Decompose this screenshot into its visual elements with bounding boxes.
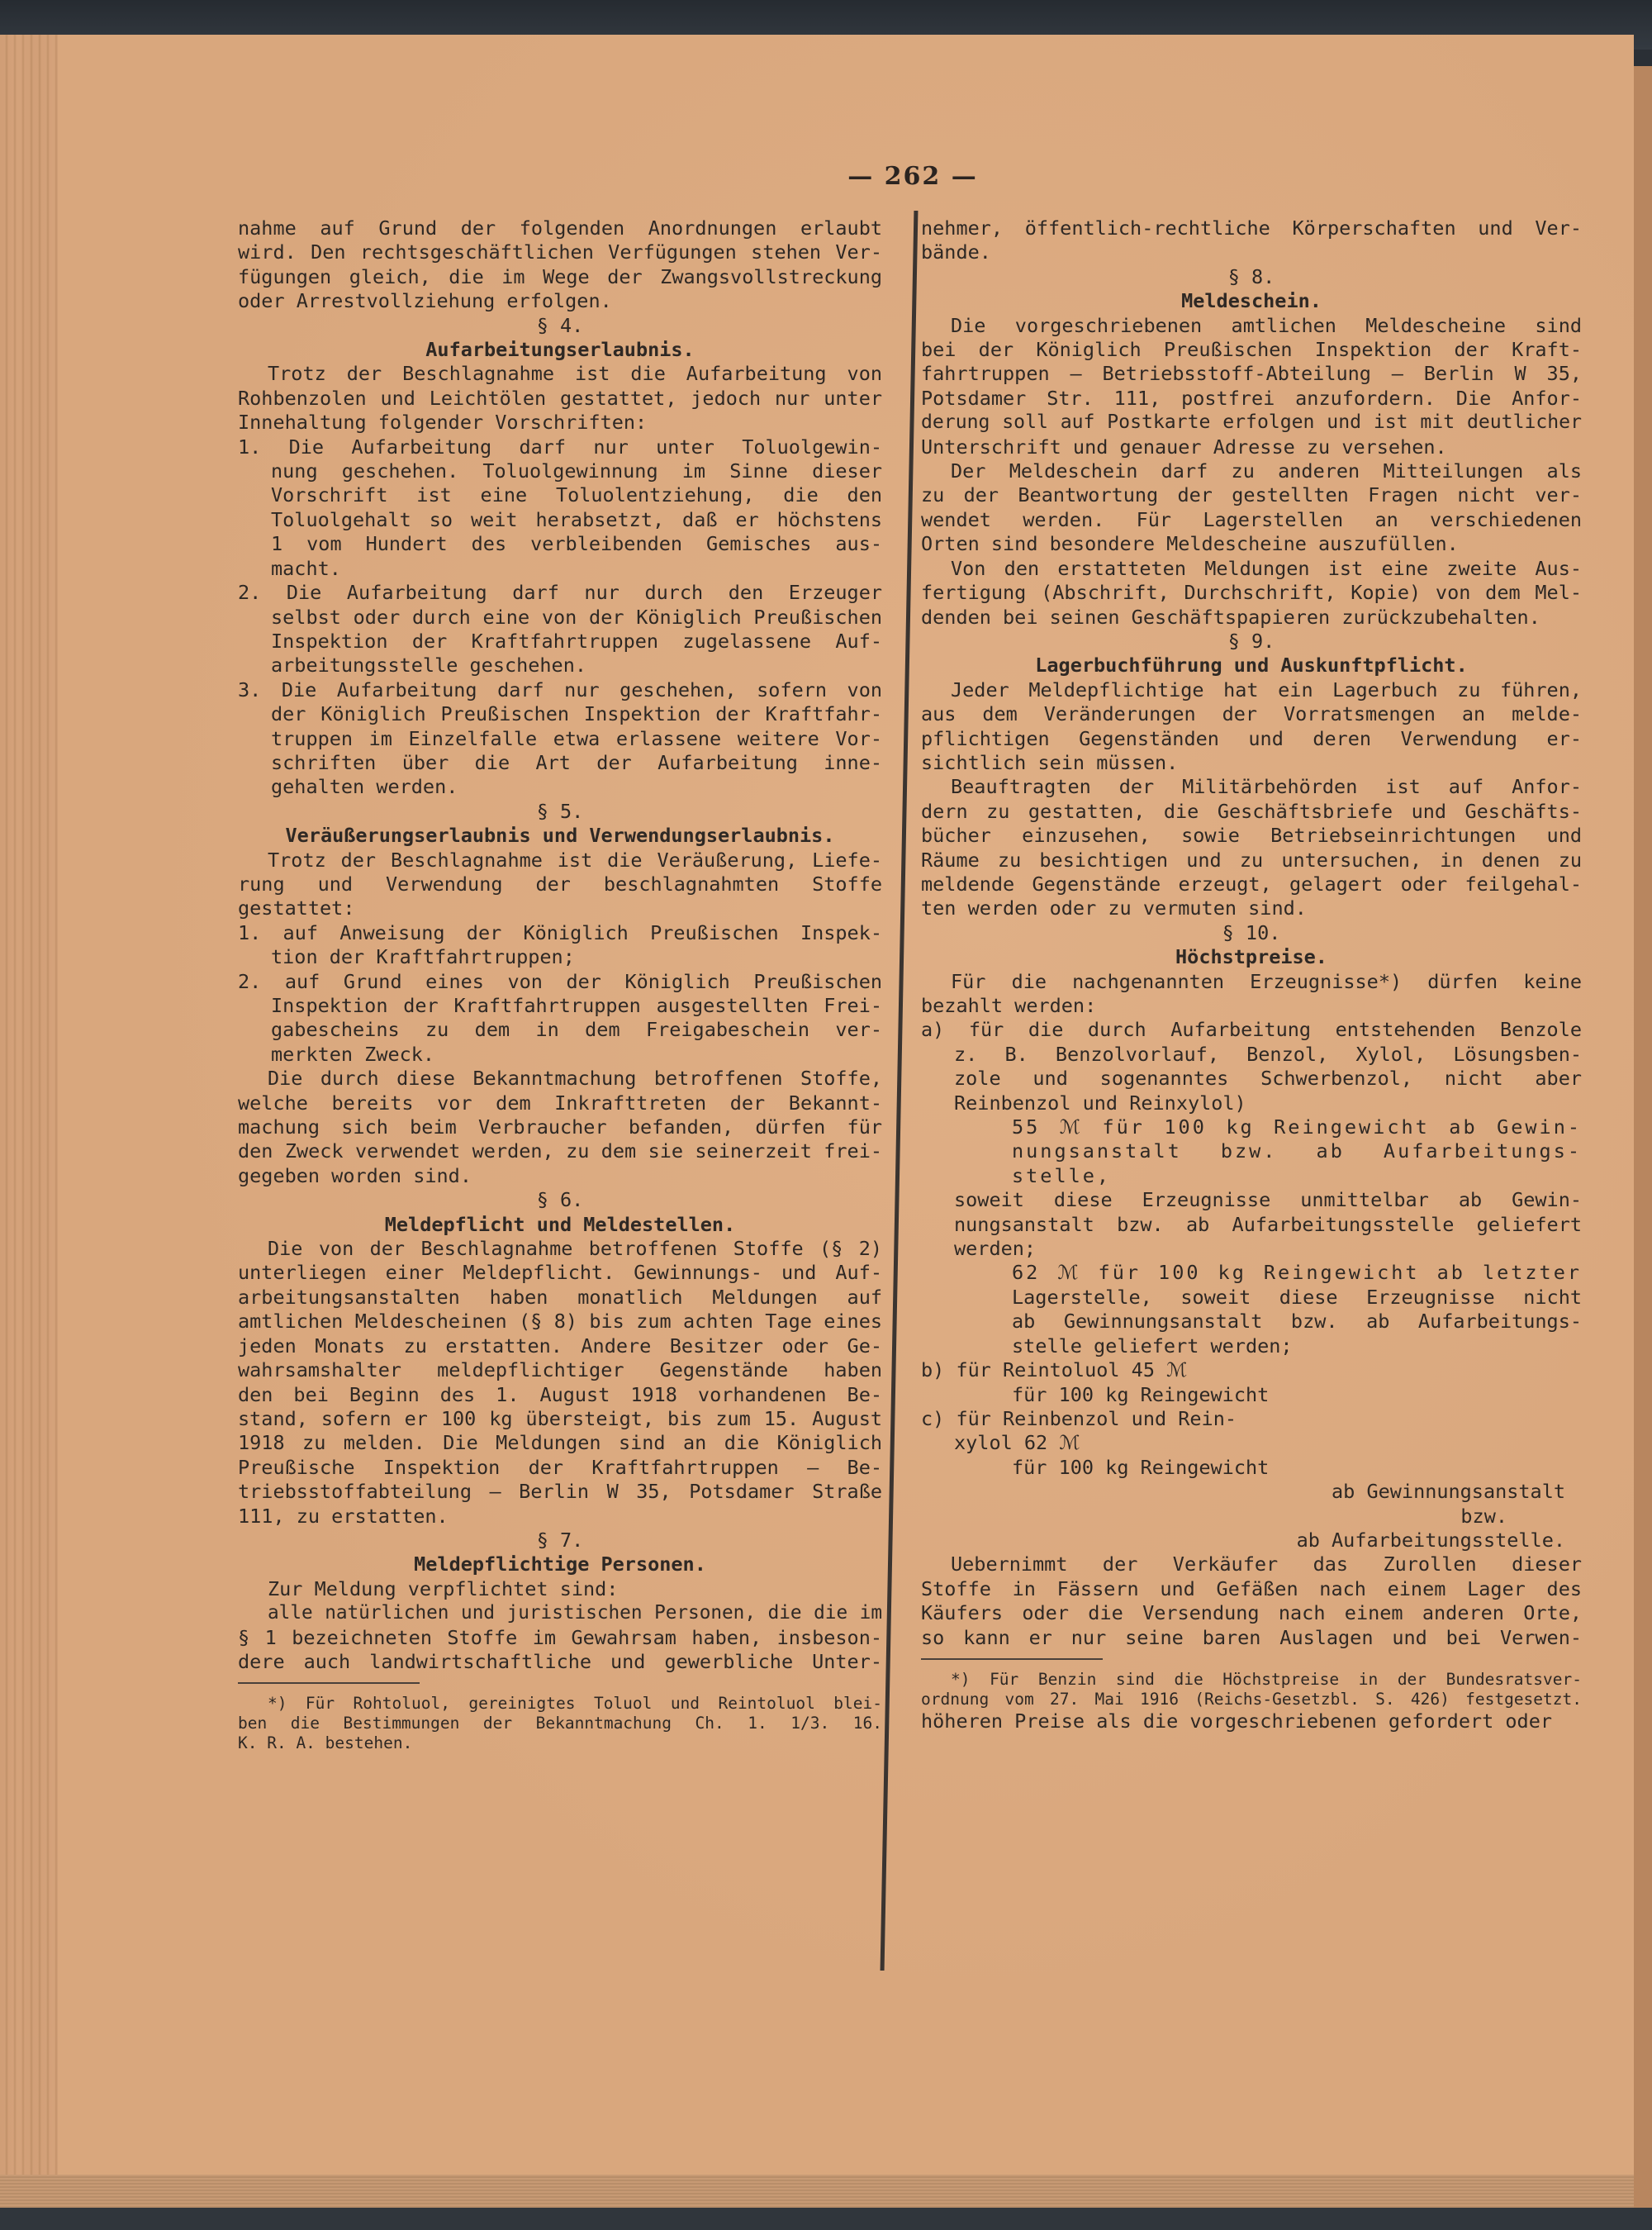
text-line: 111, zu erstatten. bbox=[238, 1504, 449, 1528]
text-line: gabescheins zu dem in dem Freigabeschein ver- bbox=[271, 1018, 882, 1042]
text-line: bezahlt werden: bbox=[921, 994, 1097, 1017]
text-line: nehmer, öffentlich-rechtliche Körperschaften und Ver- bbox=[921, 216, 1582, 240]
section-title: Meldepflichtige Personen. bbox=[414, 1552, 706, 1576]
text-line: triebsstoffabteilung — Berlin W 35, Potsdamer Straße bbox=[238, 1480, 882, 1504]
list-item: 2. Die Aufarbeitung darf nur durch den Erzeuger bbox=[238, 581, 882, 605]
list-item: 1. Die Aufarbeitung darf nur unter Toluolgewin- bbox=[238, 435, 882, 459]
page-stack-left bbox=[0, 35, 58, 2208]
text-line: Zur Meldung verpflichtet sind: bbox=[268, 1576, 619, 1600]
section-number: § 10. bbox=[1222, 920, 1281, 944]
text-line: selbst oder durch eine von der Königlich Preußischen bbox=[271, 605, 882, 629]
text-line: welche bereits vor dem Inkrafttreten der Bekannt- bbox=[238, 1091, 882, 1115]
text-line: Lagerstelle, soweit diese Erzeugnisse nicht bbox=[1012, 1285, 1582, 1309]
footnote-line: *) Für Rohtoluol, gereinigtes Toluol und Reintoluol blei- bbox=[268, 1694, 882, 1714]
page-number: — 262 — bbox=[847, 162, 978, 191]
text-line: für 100 kg Reingewicht bbox=[1012, 1382, 1270, 1406]
right-footnote bbox=[921, 1670, 1582, 1709]
text-line: arbeitungsstelle geschehen. bbox=[271, 654, 587, 678]
text-line: machung sich beim Verbraucher befanden, dürfen für bbox=[238, 1115, 882, 1139]
text-line: dere auch landwirtschaftliche und gewerbliche Unter- bbox=[238, 1649, 882, 1673]
text-line: zole und sogenanntes Schwerbenzol, nicht aber bbox=[954, 1067, 1582, 1091]
list-item: b) für Reintoluol 45 ℳ bbox=[921, 1358, 1188, 1382]
text-line: 62 ℳ für 100 kg Reingewicht ab letzter bbox=[1012, 1261, 1582, 1285]
text-line: § 1 bezeichneten Stoffe im Gewahrsam haben, insbeson- bbox=[238, 1625, 882, 1649]
text-line: alle natürlichen und juristischen Personen, die die im bbox=[268, 1602, 882, 1624]
text-line: so kann er nur seine baren Auslagen und bei Verwen- bbox=[921, 1625, 1582, 1649]
text-line: Reinbenzol und Reinxylol) bbox=[954, 1091, 1246, 1115]
book-cover-bottom bbox=[0, 2208, 1652, 2230]
right-column bbox=[921, 216, 1582, 1733]
text-line: 55 ℳ für 100 kg Reingewicht ab Gewin- bbox=[1012, 1115, 1582, 1139]
text-line: Jeder Meldepflichtige hat ein Lagerbuch zu führen, bbox=[951, 678, 1582, 701]
text-line: 1918 zu melden. Die Meldungen sind an die Königlich bbox=[238, 1431, 882, 1455]
right-column-body bbox=[921, 216, 1582, 1650]
text-line: ten werden oder zu vermuten sind. bbox=[921, 896, 1307, 920]
text-line: nungsanstalt bzw. ab Aufarbeitungsstelle geliefert bbox=[954, 1212, 1582, 1236]
text-line: rung und Verwendung der beschlagnahmten Stoffe bbox=[238, 872, 882, 896]
text-line: Innehaltung folgender Vorschriften: bbox=[238, 411, 648, 435]
text-line: derung soll auf Postkarte erfolgen und ist mit deutlicher bbox=[921, 411, 1582, 434]
text-line: für 100 kg Reingewicht bbox=[1012, 1455, 1270, 1479]
text-line: macht. bbox=[271, 556, 341, 580]
section-number: § 5. bbox=[536, 799, 584, 823]
text-line: Von den erstatteten Meldungen ist eine zweite Aus- bbox=[951, 556, 1582, 580]
text-line: gestattet: bbox=[238, 896, 355, 920]
text-line: arbeitungsanstalten haben monatlich Meldungen auf bbox=[238, 1285, 882, 1309]
text-line: nung geschehen. Toluolgewinnung im Sinne dieser bbox=[271, 459, 882, 483]
section-title: Aufarbeitungserlaubnis. bbox=[425, 338, 695, 362]
text-line: unterliegen einer Meldepflicht. Gewinnungs- und Auf- bbox=[238, 1261, 882, 1285]
text-line: schriften über die Art der Aufarbeitung inne- bbox=[271, 750, 882, 774]
text-line: Die von der Beschlagnahme betroffenen Stoffe (§ 2) bbox=[268, 1237, 882, 1261]
text-line: fahrtruppen — Betriebsstoff-Abteilung — Berlin W 35, bbox=[921, 362, 1582, 386]
text-line: truppen im Einzelfalle etwa erlassene weitere Vor- bbox=[271, 726, 882, 750]
text-line: nungsanstalt bzw. ab Aufarbeitungs- bbox=[1012, 1139, 1582, 1163]
section-number: § 8. bbox=[1227, 264, 1275, 288]
text-line: bzw. bbox=[1460, 1504, 1507, 1528]
text-line: Potsdamer Str. 111, postfrei anzufordern. Die Anfor- bbox=[921, 386, 1582, 410]
text-line: wendet werden. Für Lagerstellen an verschiedenen bbox=[921, 507, 1582, 531]
text-line: Orten sind besondere Meldescheine auszufüllen. bbox=[921, 532, 1459, 556]
section-title: Höchstpreise. bbox=[1175, 945, 1327, 969]
text-line: stelle, bbox=[1012, 1163, 1112, 1187]
text-line: merkten Zweck. bbox=[271, 1042, 435, 1066]
list-item: 1. auf Anweisung der Königlich Preußischen Inspek- bbox=[238, 920, 882, 944]
text-line: tion der Kraftfahrtruppen; bbox=[271, 945, 575, 969]
text-line: Inspektion der Kraftfahrtruppen zugelassene Auf- bbox=[271, 629, 882, 653]
text-line: Rohbenzolen und Leichtölen gestattet, jedoch nur unter bbox=[238, 386, 882, 410]
list-item: 2. auf Grund eines von der Königlich Preußischen bbox=[238, 969, 882, 993]
text-line: fertigung (Abschrift, Durchschrift, Kopie) von dem Mel- bbox=[921, 581, 1582, 605]
text-line: Unterschrift und genauer Adresse zu versehen. bbox=[921, 435, 1447, 459]
text-line: Uebernimmt der Verkäufer das Zurollen dieser bbox=[951, 1552, 1582, 1576]
section-title: Meldepflicht und Meldestellen. bbox=[384, 1212, 736, 1236]
text-line: soweit diese Erzeugnisse unmittelbar ab Gewin- bbox=[954, 1188, 1582, 1212]
text-line: wird. Den rechtsgeschäftlichen Verfügungen stehen Ver- bbox=[238, 240, 882, 264]
text-line: stand, sofern er 100 kg übersteigt, bis zum 15. August bbox=[238, 1406, 882, 1430]
text-line: z. B. Benzolvorlauf, Benzol, Xylol, Lösungsben- bbox=[954, 1042, 1582, 1066]
footnote-divider bbox=[238, 1682, 420, 1684]
section-title: Meldeschein. bbox=[1181, 289, 1322, 313]
section-title: Veräußerungserlaubnis und Verwendungserlaubnis. bbox=[285, 824, 835, 848]
list-item: 3. Die Aufarbeitung darf nur geschehen, sofern von bbox=[238, 678, 882, 701]
list-item: a) für die durch Aufarbeitung entstehenden Benzole bbox=[921, 1018, 1582, 1042]
text-line: ab Gewinnungsanstalt bzw. ab Aufarbeitungs- bbox=[1012, 1310, 1582, 1334]
section-number: § 9. bbox=[1227, 629, 1275, 653]
section-number: § 6. bbox=[536, 1188, 584, 1212]
text-line: den bei Beginn des 1. August 1918 vorhandenen Be- bbox=[238, 1382, 882, 1406]
footnote-line: *) Für Benzin sind die Höchstpreise in der Bundesratsver- bbox=[951, 1669, 1582, 1689]
text-line: Toluolgehalt so weit herabsetzt, daß er höchstens bbox=[271, 507, 882, 531]
text-line: Käufers oder die Versendung nach einem anderen Orte, bbox=[921, 1601, 1582, 1625]
text-line: Trotz der Beschlagnahme ist die Veräußerung, Liefe- bbox=[268, 848, 882, 872]
text-line: stelle geliefert werden; bbox=[1012, 1334, 1293, 1357]
list-item: c) für Reinbenzol und Rein- bbox=[921, 1406, 1237, 1430]
text-line: fügungen gleich, die im Wege der Zwangsvollstreckung bbox=[238, 264, 882, 288]
text-line: Die vorgeschriebenen amtlichen Meldescheine sind bbox=[951, 313, 1582, 337]
left-footnote bbox=[238, 1694, 882, 1753]
text-line: Vorschrift ist eine Toluolentziehung, die den bbox=[271, 483, 882, 507]
text-line: gegeben worden sind. bbox=[238, 1163, 472, 1187]
footnote-line: ordnung vom 27. Mai 1916 (Reichs-Gesetzbl. S. 426) festgesetzt. bbox=[921, 1689, 1582, 1709]
text-line: wahrsamshalter meldepflichtiger Gegenstände haben bbox=[238, 1358, 882, 1382]
text-line: aus dem Veränderungen der Vorratsmengen an melde- bbox=[921, 702, 1582, 726]
text-line: der Königlich Preußischen Inspektion der Kraftfahr- bbox=[271, 702, 882, 726]
footnote-line: ben die Bestimmungen der Bekanntmachung Ch. 1. 1/3. 16. bbox=[238, 1714, 882, 1733]
text-line: Trotz der Beschlagnahme ist die Aufarbeitung von bbox=[268, 362, 882, 386]
page-edge-right bbox=[1634, 66, 1652, 2214]
text-line: bände. bbox=[921, 240, 991, 264]
text-line: amtlichen Meldescheinen (§ 8) bis zum achten Tage eines bbox=[238, 1310, 882, 1334]
text-line: Der Meldeschein darf zu anderen Mitteilungen als bbox=[951, 459, 1582, 483]
text-line: xylol 62 ℳ bbox=[954, 1431, 1080, 1455]
text-line: bücher einzusehen, sowie Betriebseinrichtungen und bbox=[921, 824, 1582, 848]
left-column bbox=[238, 216, 882, 1753]
text-line: den Zweck verwendet werden, zu dem sie seinerzeit frei- bbox=[238, 1139, 882, 1163]
text-line: sichtlich sein müssen. bbox=[921, 750, 1179, 774]
text-line: Beauftragten der Militärbehörden ist auf Anfor- bbox=[951, 775, 1582, 799]
text-line: ab Aufarbeitungsstelle. bbox=[1296, 1528, 1565, 1552]
text-line: pflichtigen Gegenständen und deren Verwendung er- bbox=[921, 726, 1582, 750]
text-line: jeden Monats zu erstatten. Andere Besitzer oder Ge- bbox=[238, 1334, 882, 1357]
text-line: Räume zu besichtigen und zu untersuchen, in denen zu bbox=[921, 848, 1582, 872]
text-line: Preußische Inspektion der Kraftfahrtruppen — Be- bbox=[238, 1455, 882, 1479]
page-stack-bottom bbox=[0, 2175, 1634, 2208]
text-line: werden; bbox=[954, 1237, 1037, 1261]
text-line: Inspektion der Kraftfahrtruppen ausgestellten Frei- bbox=[271, 994, 882, 1017]
text-line: bei der Königlich Preußischen Inspektion der Kraft- bbox=[921, 338, 1582, 362]
text-line: oder Arrestvollziehung erfolgen. bbox=[238, 289, 612, 313]
text-line: ab Gewinnungsanstalt bbox=[1332, 1480, 1565, 1504]
footnote-line: K. R. A. bestehen. bbox=[238, 1733, 413, 1753]
footnote-divider bbox=[921, 1658, 1103, 1660]
text-line: meldende Gegenstände erzeugt, gelagert oder feilgehal- bbox=[921, 872, 1582, 896]
text-line: denden bei seinen Geschäftspapieren zurückzubehalten. bbox=[921, 605, 1540, 629]
text-line: zu der Beantwortung der gestellten Fragen nicht ver- bbox=[921, 483, 1582, 507]
text-line: dern zu gestatten, die Geschäftsbriefe und Geschäfts- bbox=[921, 799, 1582, 823]
left-column-body bbox=[238, 216, 882, 1674]
section-title: Lagerbuchführung und Auskunftpflicht. bbox=[1035, 654, 1468, 678]
section-number: § 7. bbox=[536, 1528, 584, 1552]
text-line: Stoffe in Fässern und Gefäßen nach einem Lager des bbox=[921, 1576, 1582, 1600]
text-line: Für die nachgenannten Erzeugnisse*) dürfen keine bbox=[951, 969, 1582, 993]
continuation-line: höheren Preise als die vorgeschriebenen gefordert oder bbox=[921, 1709, 1553, 1733]
text-line: nahme auf Grund der folgenden Anordnungen erlaubt bbox=[238, 216, 882, 240]
text-line: Die durch diese Bekanntmachung betroffenen Stoffe, bbox=[268, 1067, 882, 1091]
section-number: § 4. bbox=[536, 313, 584, 337]
text-line: 1 vom Hundert des verbleibenden Gemisches aus- bbox=[271, 532, 882, 556]
text-line: gehalten werden. bbox=[271, 775, 458, 799]
